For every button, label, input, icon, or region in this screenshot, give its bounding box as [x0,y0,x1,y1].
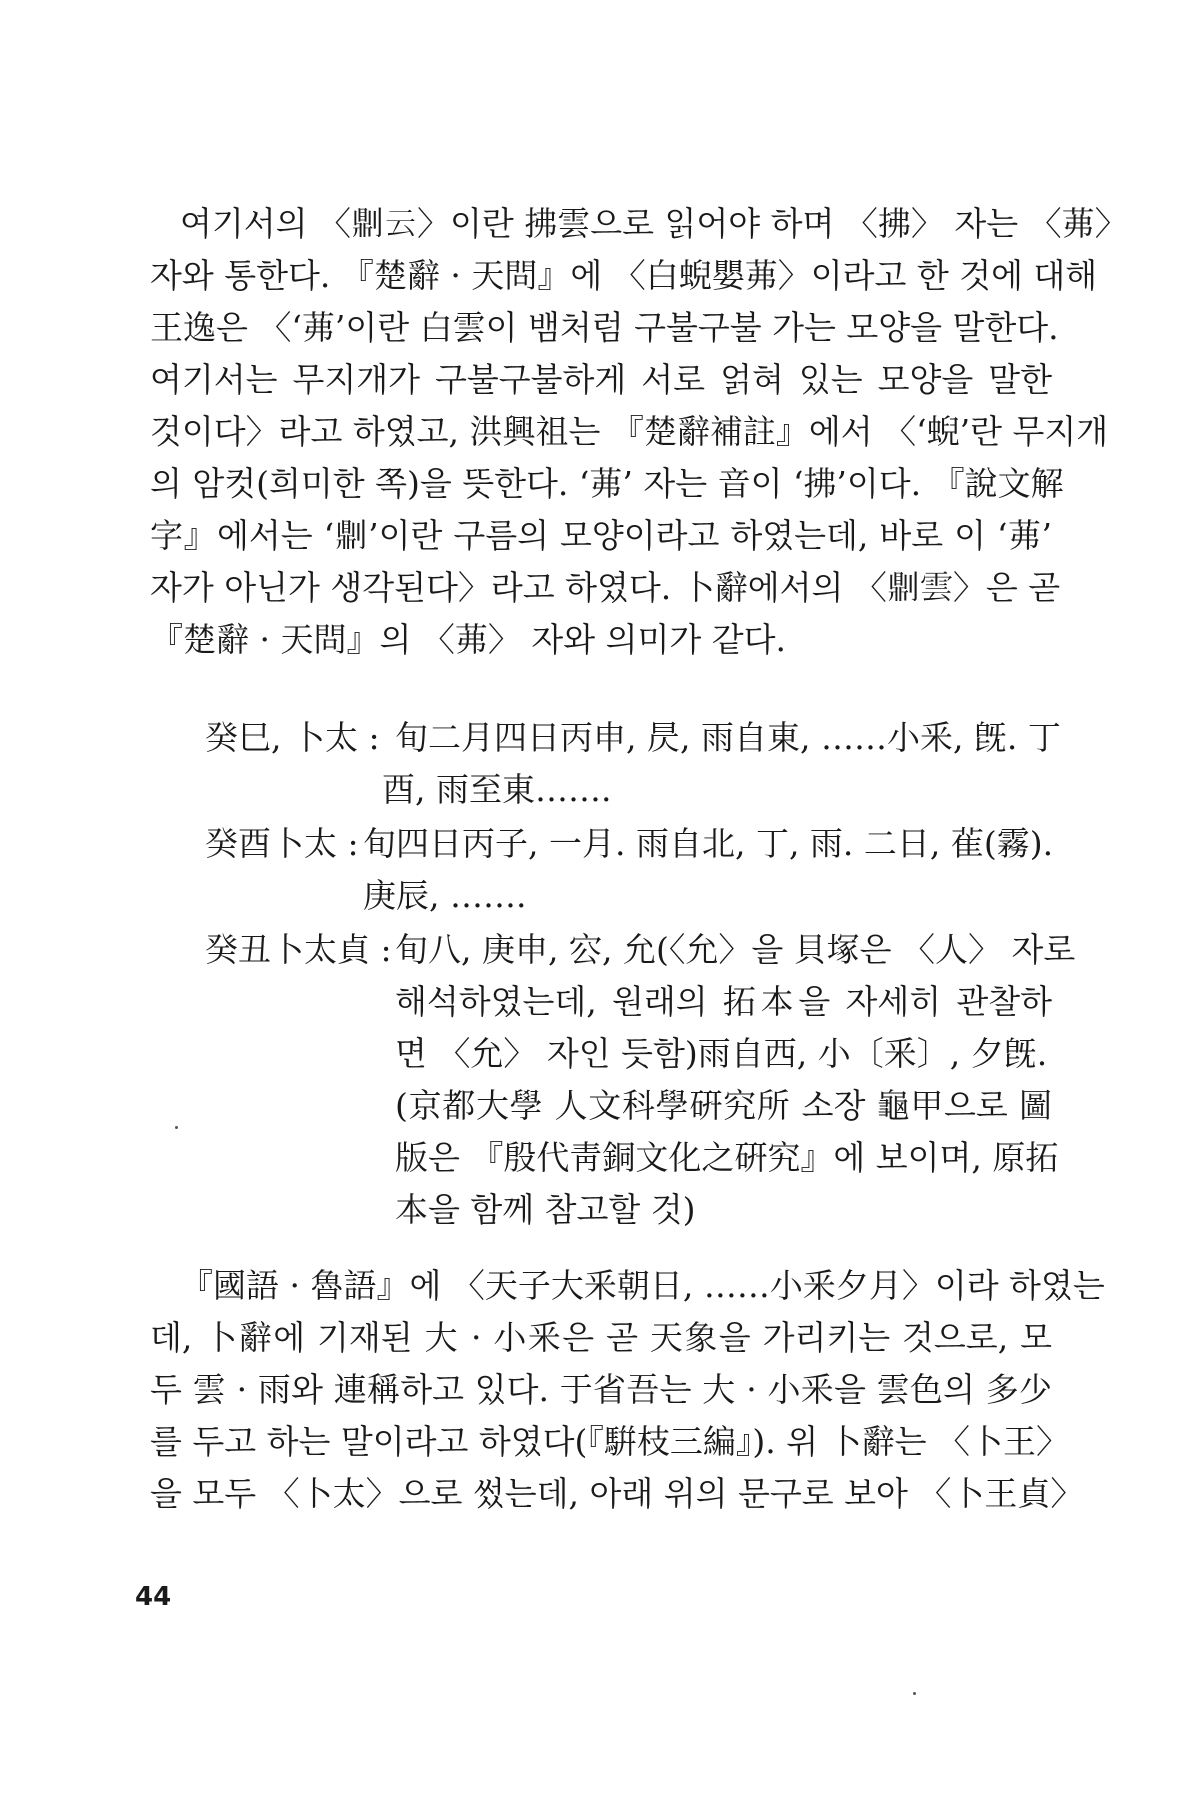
text-line: 를 두고 하는 말이라고 하였다(『騈枝三編』). 위 卜辭는 〈卜王〉 [150,1422,1069,1461]
oracle-entry-line: 면 〈允〉 자인 듯함)雨自西, 小〔釆〕, 夕旣. [395,1034,1048,1073]
text-line: 여기서는 무지개가 구불구불하게 서로 얽혀 있는 모양을 말한 [150,360,1052,399]
text-line: 『國語 · 魯語』에 〈天子大釆朝日, ……小釆夕月〉이라 하였는 [180,1266,1105,1305]
text-line: 데, 卜辭에 기재된 大 · 小釆은 곧 天象을 가리키는 것으로, 모 [150,1318,1052,1357]
oracle-entry-line: 해석하였는데, 원래의 拓本을 자세히 관찰하 [395,982,1052,1021]
scan-speck [913,1692,916,1695]
text-line: 을 모두 〈卜太〉으로 썼는데, 아래 위의 문구로 보아 〈卜王貞〉 [150,1474,1084,1513]
text-line: 의 암컷(희미한 쪽)을 뜻한다. ‘茀’ 자는 音이 ‘拂’이다. 『說文解 [150,464,1064,503]
text-line: 『楚辭 · 天問』의 〈茀〉 자와 의미가 같다. [150,620,786,659]
scan-speck [175,1126,178,1129]
text-line: 두 雲 · 雨와 連稱하고 있다. 于省吾는 大 · 小釆을 雲色의 多少 [150,1370,1052,1409]
oracle-entry-line: 旬二月四日丙申, 昃, 雨自東, ……小釆, 旣. 丁 [395,718,1061,757]
oracle-entry-line: 旬八, 庚申, 㝐, 允(〈允〉을 貝塚은 〈人〉 자로 [395,930,1076,969]
text-line: 여기서의 〈𠟭云〉이란 拂雲으로 읽어야 하며 〈拂〉 자는 〈茀〉 [180,204,1128,243]
oracle-entry-3 [150,924,1076,1236]
oracle-entry-head: 癸巳, 卜太 : [205,718,380,757]
text-line: 자와 통한다. 『楚辭 · 天問』에 〈白蜺嬰茀〉이라고 한 것에 대해 [150,256,1098,295]
oracle-entry-2 [150,818,1052,922]
oracle-entry-line: 版은 『殷代靑銅文化之硏究』에 보이며, 原拓 [395,1138,1059,1177]
oracle-entry-head: 癸丑卜太貞 : [205,930,392,969]
paragraph-1 [150,198,1128,666]
oracle-entry-line: 庚辰, ……. [363,876,527,915]
oracle-entry-line: 酉, 雨至東……. [382,770,612,809]
oracle-entry-line: (京都大學 人文科學硏究所 소장 龜甲으로 圖 [395,1086,1052,1125]
oracle-entry-line: 旬四日丙子, 一月. 雨自北, 丁, 雨. 二日, 雈(霧). [363,824,1054,863]
text-line: 것이다〉라고 하였고, 洪興祖는 『楚辭補註』에서 〈‘蜺’란 무지개 [150,412,1109,451]
oracle-inscription-list [150,712,1076,1236]
page-number: 44 [135,1582,172,1612]
oracle-entry-1 [150,712,1061,816]
oracle-entry-line: 本을 함께 참고할 것) [395,1190,696,1229]
text-line: 자가 아닌가 생각된다〉라고 하였다. 卜辭에서의 〈𠟭雲〉은 곧 [150,568,1061,607]
oracle-entry-head: 癸酉卜太 : [205,824,359,863]
text-line: 王逸은 〈‘茀’이란 白雲이 뱀처럼 구불구불 가는 모양을 말한다. [150,308,1059,347]
text-line: 字』에서는 ‘𠟭’이란 구름의 모양이라고 하였는데, 바로 이 ‘茀’ [150,516,1052,555]
paragraph-2 [150,1260,1105,1520]
